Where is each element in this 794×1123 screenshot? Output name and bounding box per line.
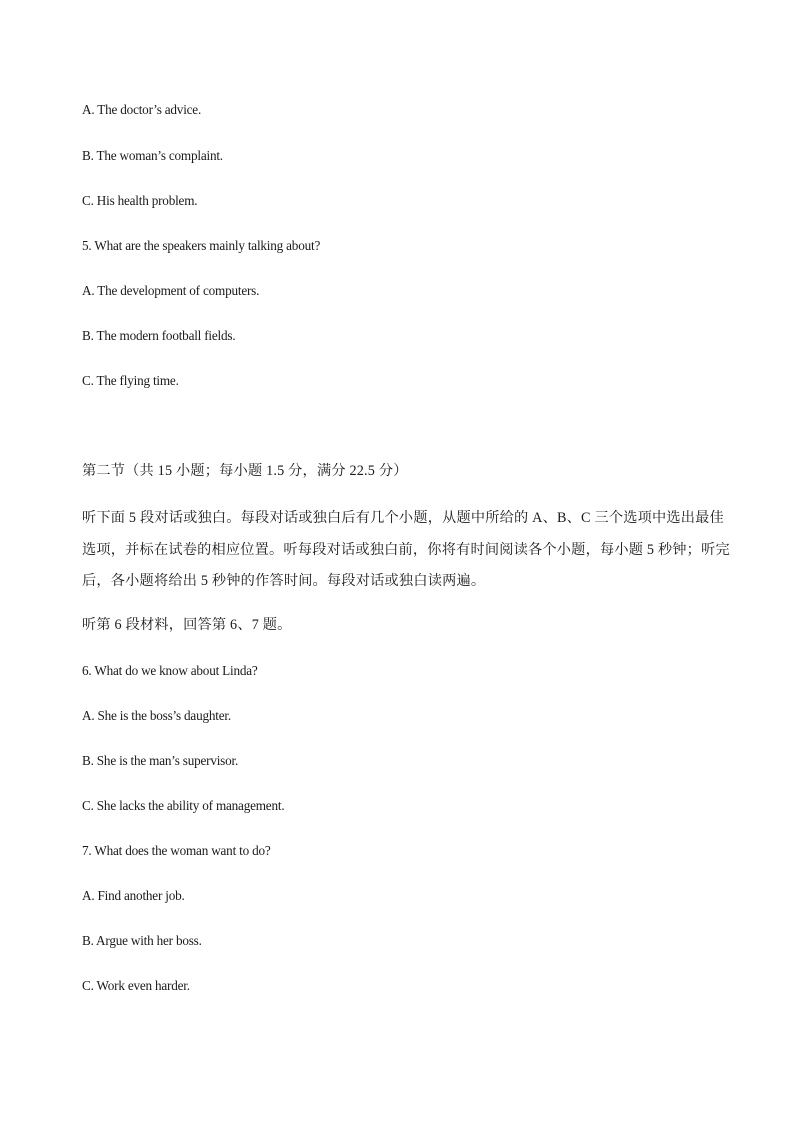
q7-option-c: C. Work even harder.: [82, 978, 190, 993]
q6-option-a: A. She is the boss’s daughter.: [82, 708, 231, 723]
section2-instructions-line-3: 后，各小题将给出 5 秒钟的作答时间。每段对话或独白读两遍。: [82, 573, 486, 589]
section2-heading: 第二节（共 15 小题；每小题 1.5 分，满分 22.5 分）: [82, 463, 408, 479]
material-6-prompt: 听第 6 段材料，回答第 6、7 题。: [82, 617, 292, 633]
q7-option-b: B. Argue with her boss.: [82, 933, 202, 948]
q4-option-b: B. The woman’s complaint.: [82, 148, 223, 163]
q5-option-b: B. The modern football fields.: [82, 328, 236, 343]
q6-question: 6. What do we know about Linda?: [82, 663, 258, 678]
section2-instructions-line-2: 选项，并标在试卷的相应位置。听每段对话或独白前，你将有时间阅读各个小题，每小题 5 秒钟；听完: [82, 542, 730, 558]
q6-option-c: C. She lacks the ability of management.: [82, 798, 285, 813]
q7-option-a: A. Find another job.: [82, 888, 185, 903]
q5-question: 5. What are the speakers mainly talking about?: [82, 238, 321, 253]
section2-instructions-line-1: 听下面 5 段对话或独白。每段对话或独白后有几个小题，从题中所给的 A、B、C 三个选项中选出最佳: [82, 510, 724, 526]
q4-option-a: A. The doctor’s advice.: [82, 102, 202, 117]
q5-option-c: C. The flying time.: [82, 373, 179, 388]
q6-option-b: B. She is the man’s supervisor.: [82, 753, 239, 768]
q7-question: 7. What does the woman want to do?: [82, 843, 271, 858]
q4-option-c: C. His health problem.: [82, 193, 198, 208]
q5-option-a: A. The development of computers.: [82, 283, 260, 298]
